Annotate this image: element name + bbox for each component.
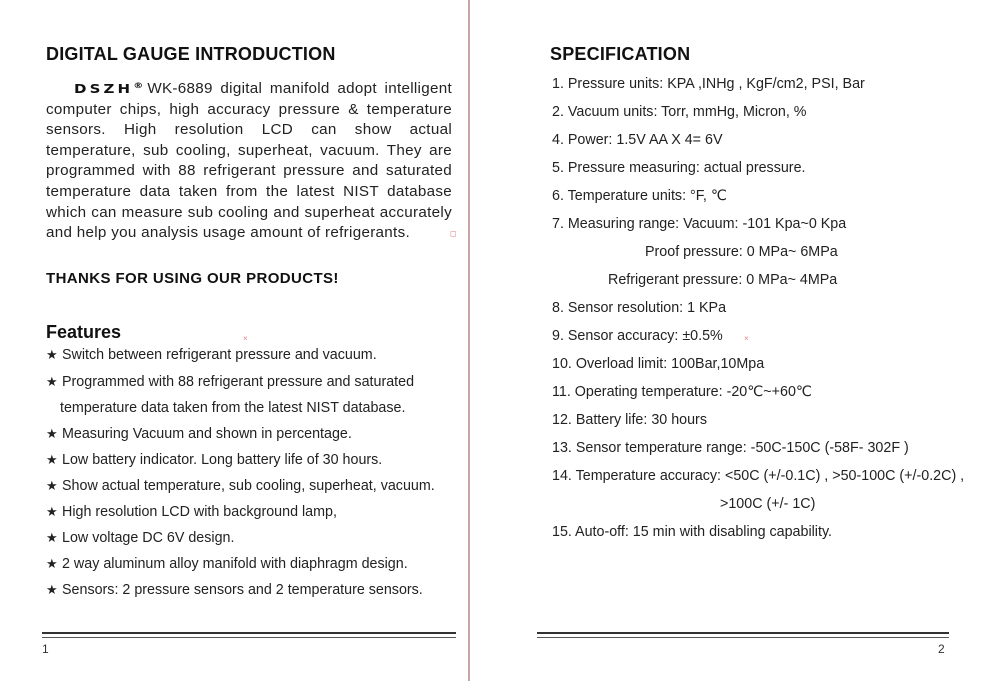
feature-item: ★ Programmed with 88 refrigerant pressure and saturated	[46, 374, 415, 390]
feature-item: ★ Low voltage DC 6V design.	[46, 530, 235, 546]
star-bullet-icon: ★	[46, 557, 58, 572]
spec-item: 9. Sensor accuracy: ±0.5%	[552, 328, 723, 344]
feature-item: ★ Sensors: 2 pressure sensors and 2 temperature sensors.	[46, 582, 423, 598]
intro-title: DIGITAL GAUGE INTRODUCTION	[46, 44, 336, 64]
feature-item: ★ Switch between refrigerant pressure and vacuum.	[46, 347, 377, 363]
spec-item: 1. Pressure units: KPA ,INHg , KgF/cm2, PSI, Bar	[552, 76, 865, 92]
feature-item: ★ 2 way aluminum alloy manifold with diaphragm design.	[46, 556, 408, 572]
spec-proof-pressure: Proof pressure: 0 MPa~ 6MPa	[645, 244, 838, 260]
star-bullet-icon: ★	[46, 505, 58, 520]
spec-item: 5. Pressure measuring: actual pressure.	[552, 160, 806, 176]
spec-title: SPECIFICATION	[550, 44, 691, 64]
spec-item: 11. Operating temperature: -20℃~+60℃	[552, 384, 812, 400]
star-bullet-icon: ★	[46, 531, 58, 546]
feature-item: ★ Low battery indicator. Long battery life of 30 hours.	[46, 452, 383, 468]
page-number-right: 2	[938, 642, 945, 656]
spec-accuracy-continuation: >100C (+/- 1C)	[720, 496, 816, 512]
spec-item: 14. Temperature accuracy: <50C (+/-0.1C) , >50-100C (+/-0.2C) ,	[552, 468, 965, 484]
feature-item: ★ Measuring Vacuum and shown in percentage.	[46, 426, 352, 442]
spec-item: 12. Battery life: 30 hours	[552, 412, 707, 428]
footer-rule	[42, 632, 456, 634]
right-page	[470, 0, 1000, 681]
spec-item: 4. Power: 1.5V AA X 4= 6V	[552, 132, 723, 148]
scan-artifact-mark: ×	[243, 334, 248, 343]
feature-item: ★ High resolution LCD with background lamp,	[46, 504, 337, 520]
spec-refrigerant-pressure: Refrigerant pressure: 0 MPa~ 4MPa	[608, 272, 838, 288]
spec-item: 6. Temperature units: °F, ℃	[552, 188, 727, 204]
spec-item: 13. Sensor temperature range: -50C-150C (-58F- 302F )	[552, 440, 909, 456]
footer-rule	[537, 632, 949, 634]
star-bullet-icon: ★	[46, 479, 58, 494]
spec-item: 8. Sensor resolution: 1 KPa	[552, 300, 727, 316]
feature-item: ★ Show actual temperature, sub cooling, superheat, vacuum.	[46, 478, 435, 494]
star-bullet-icon: ★	[46, 375, 58, 390]
footer-rule-thin	[537, 637, 949, 638]
spec-item: 10. Overload limit: 100Bar,10Mpa	[552, 356, 765, 372]
star-bullet-icon: ★	[46, 348, 58, 363]
brand-logo: DSZH®	[74, 81, 144, 96]
intro-paragraph	[46, 76, 452, 244]
features-title: Features	[46, 322, 122, 342]
spec-item: 7. Measuring range: Vacuum: -101 Kpa~0 Kpa	[552, 216, 847, 232]
spec-item: 15. Auto-off: 15 min with disabling capability.	[552, 524, 833, 540]
footer-rule-thin	[42, 637, 456, 638]
star-bullet-icon: ★	[46, 453, 58, 468]
scan-artifact-mark: ◻	[450, 229, 457, 238]
intro-text: WK-6889 digital manifold adopt intelligent computer chips, high accuracy pressure & temperature sensors. High resolution LCD can show actual temperature, sub cooling, superheat, vacuum. They are programmed with 88 refrigerant pressure and saturated temperature data taken from the latest NIST database which can measure sub cooling and superheat accurately and help you analysis usage amount of refrigerants.	[46, 80, 452, 242]
feature-item-continuation: temperature data taken from the latest NIST database.	[60, 400, 406, 416]
star-bullet-icon: ★	[46, 427, 58, 442]
thanks-text: THANKS FOR USING OUR PRODUCTS!	[46, 270, 339, 287]
page-number-left: 1	[42, 642, 49, 656]
star-bullet-icon: ★	[46, 583, 58, 598]
scan-artifact-mark: ×	[744, 334, 749, 343]
spec-item: 2. Vacuum units: Torr, mmHg, Micron, %	[552, 104, 807, 120]
